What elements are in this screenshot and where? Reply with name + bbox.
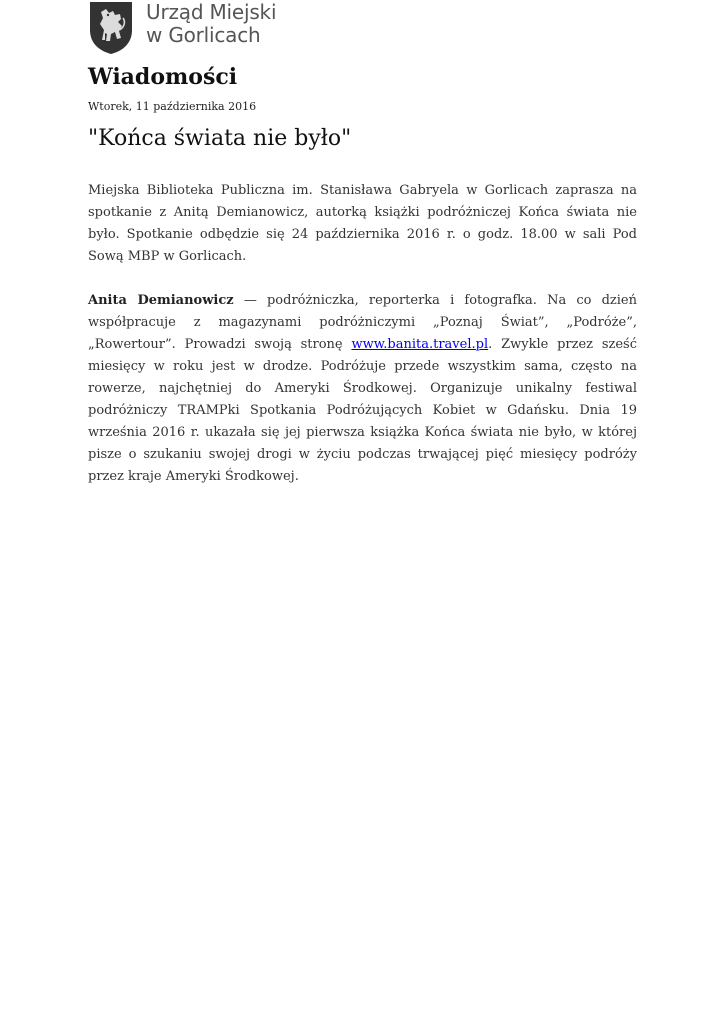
article-title: "Końca świata nie było" (88, 126, 352, 151)
paragraph-2-text-end: . Zwykle przez sześć miesięcy w roku jest w drodze. Podróżuje przede wszystkim sama, często na rowerze, najchętniej do Ameryki Środkowej. Organizuje unikalny festiwal podróżniczy TRAMPki Spotkania Podróżujących Kobiet w Gdańsku. Dnia 19 września 2016 r. ukazała się jej pierwsza książka Końca świata nie było, w której pisze o szukaniu swojej drogi w życiu podczas trwającej pięć miesięcy podróży przez kraje Ameryki Środkowej. (88, 337, 638, 484)
author-website-link[interactable]: www.banita.travel.pl (351, 337, 489, 352)
article-paragraph-1: Miejska Biblioteka Publiczna im. Stanisława Gabryela w Gorlicach zaprasza na spotkanie z Anitą Demianowicz, autorką książki podróżniczej Końca świata nie było. Spotkanie odbędzie się 24 października 2016 r. o godz. 18.00 w sali Pod Sową MBP w Gorlicach. (88, 183, 637, 264)
site-header (88, 0, 637, 56)
paragraph-2-text-start: — podróżniczka, reporterka i fotografka. Na co dzień współpracuje z magazynami podróżniczymi „Poznaj Świat”, „Podróże”, „Rowertour”. Prowadzi swoją stronę (88, 293, 637, 352)
article-paragraph-2 (88, 290, 637, 488)
author-name: Anita Demianowicz (88, 293, 234, 308)
site-name-line1: Urząd Miejski (146, 0, 277, 24)
lion-crest-icon (88, 0, 134, 55)
section-title: Wiadomości (88, 64, 238, 90)
page-content (88, 0, 637, 488)
article-date: Wtorek, 11 października 2016 (88, 100, 257, 113)
site-name[interactable] (146, 1, 276, 47)
site-name-line2: w Gorlicach (146, 23, 261, 47)
